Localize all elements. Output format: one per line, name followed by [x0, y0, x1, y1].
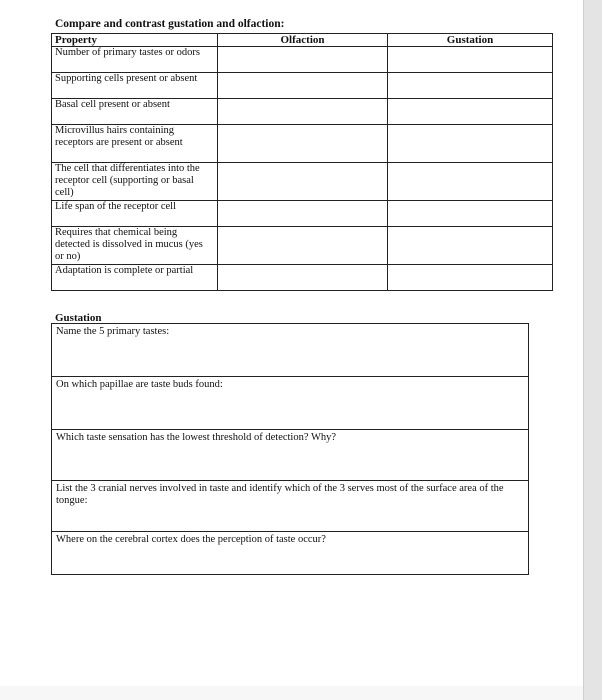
property-cell: Supporting cells present or absent — [52, 73, 218, 99]
property-cell: Adaptation is complete or partial — [52, 265, 218, 291]
olfaction-answer-cell[interactable] — [218, 99, 388, 125]
table-row — [52, 201, 553, 227]
olfaction-answer-cell[interactable] — [218, 125, 388, 163]
property-cell: Microvillus hairs containing receptors are present or absent — [52, 125, 218, 163]
column-header-property: Property — [52, 34, 218, 47]
gustation-answer-cell[interactable] — [388, 47, 553, 73]
gustation-answer-cell[interactable] — [388, 163, 553, 201]
gustation-answer-cell[interactable] — [388, 125, 553, 163]
question-text: On which papillae are taste buds found: — [56, 379, 223, 390]
gustation-answer-cell[interactable] — [388, 227, 553, 265]
gustation-answer-cell[interactable] — [388, 99, 553, 125]
question-text: Which taste sensation has the lowest threshold of detection? Why? — [56, 432, 337, 443]
viewer-page-shadow — [583, 0, 602, 700]
table-row — [52, 163, 553, 201]
olfaction-answer-cell[interactable] — [218, 163, 388, 201]
table-row — [52, 265, 553, 291]
olfaction-answer-cell[interactable] — [218, 201, 388, 227]
olfaction-answer-cell[interactable] — [218, 227, 388, 265]
question-text: Where on the cerebral cortex does the perception of taste occur? — [56, 534, 326, 545]
property-cell: The cell that differentiates into the receptor cell (supporting or basal cell) — [52, 163, 218, 201]
column-header-gustation: Gustation — [388, 34, 553, 47]
question-box-papillae[interactable] — [51, 377, 529, 430]
gustation-answer-cell[interactable] — [388, 265, 553, 291]
viewer-page-bottom — [0, 686, 583, 700]
olfaction-answer-cell[interactable] — [218, 265, 388, 291]
property-cell: Basal cell present or absent — [52, 99, 218, 125]
compare-table — [51, 33, 553, 291]
olfaction-answer-cell[interactable] — [218, 73, 388, 99]
table-row — [52, 227, 553, 265]
question-text: List the 3 cranial nerves involved in taste and identify which of the 3 serves most of the surface area of the tongue: — [56, 483, 504, 506]
olfaction-answer-cell[interactable] — [218, 47, 388, 73]
question-box-lowest-threshold[interactable] — [51, 430, 529, 481]
question-box-cranial-nerves[interactable] — [51, 481, 529, 532]
question-box-primary-tastes[interactable] — [51, 323, 529, 377]
compare-table-header-row — [52, 34, 553, 47]
gustation-section-title: Gustation — [55, 312, 102, 324]
compare-table-container — [51, 33, 552, 291]
gustation-answer-cell[interactable] — [388, 201, 553, 227]
table-row — [52, 47, 553, 73]
property-cell: Life span of the receptor cell — [52, 201, 218, 227]
gustation-answer-cell[interactable] — [388, 73, 553, 99]
table-row — [52, 73, 553, 99]
compare-heading: Compare and contrast gustation and olfaction: — [55, 18, 285, 30]
property-cell: Number of primary tastes or odors — [52, 47, 218, 73]
table-row — [52, 99, 553, 125]
table-row — [52, 125, 553, 163]
column-header-olfaction: Olfaction — [218, 34, 388, 47]
question-box-cerebral-cortex[interactable] — [51, 532, 529, 575]
question-text: Name the 5 primary tastes: — [56, 326, 170, 337]
property-cell: Requires that chemical being detected is dissolved in mucus (yes or no) — [52, 227, 218, 265]
